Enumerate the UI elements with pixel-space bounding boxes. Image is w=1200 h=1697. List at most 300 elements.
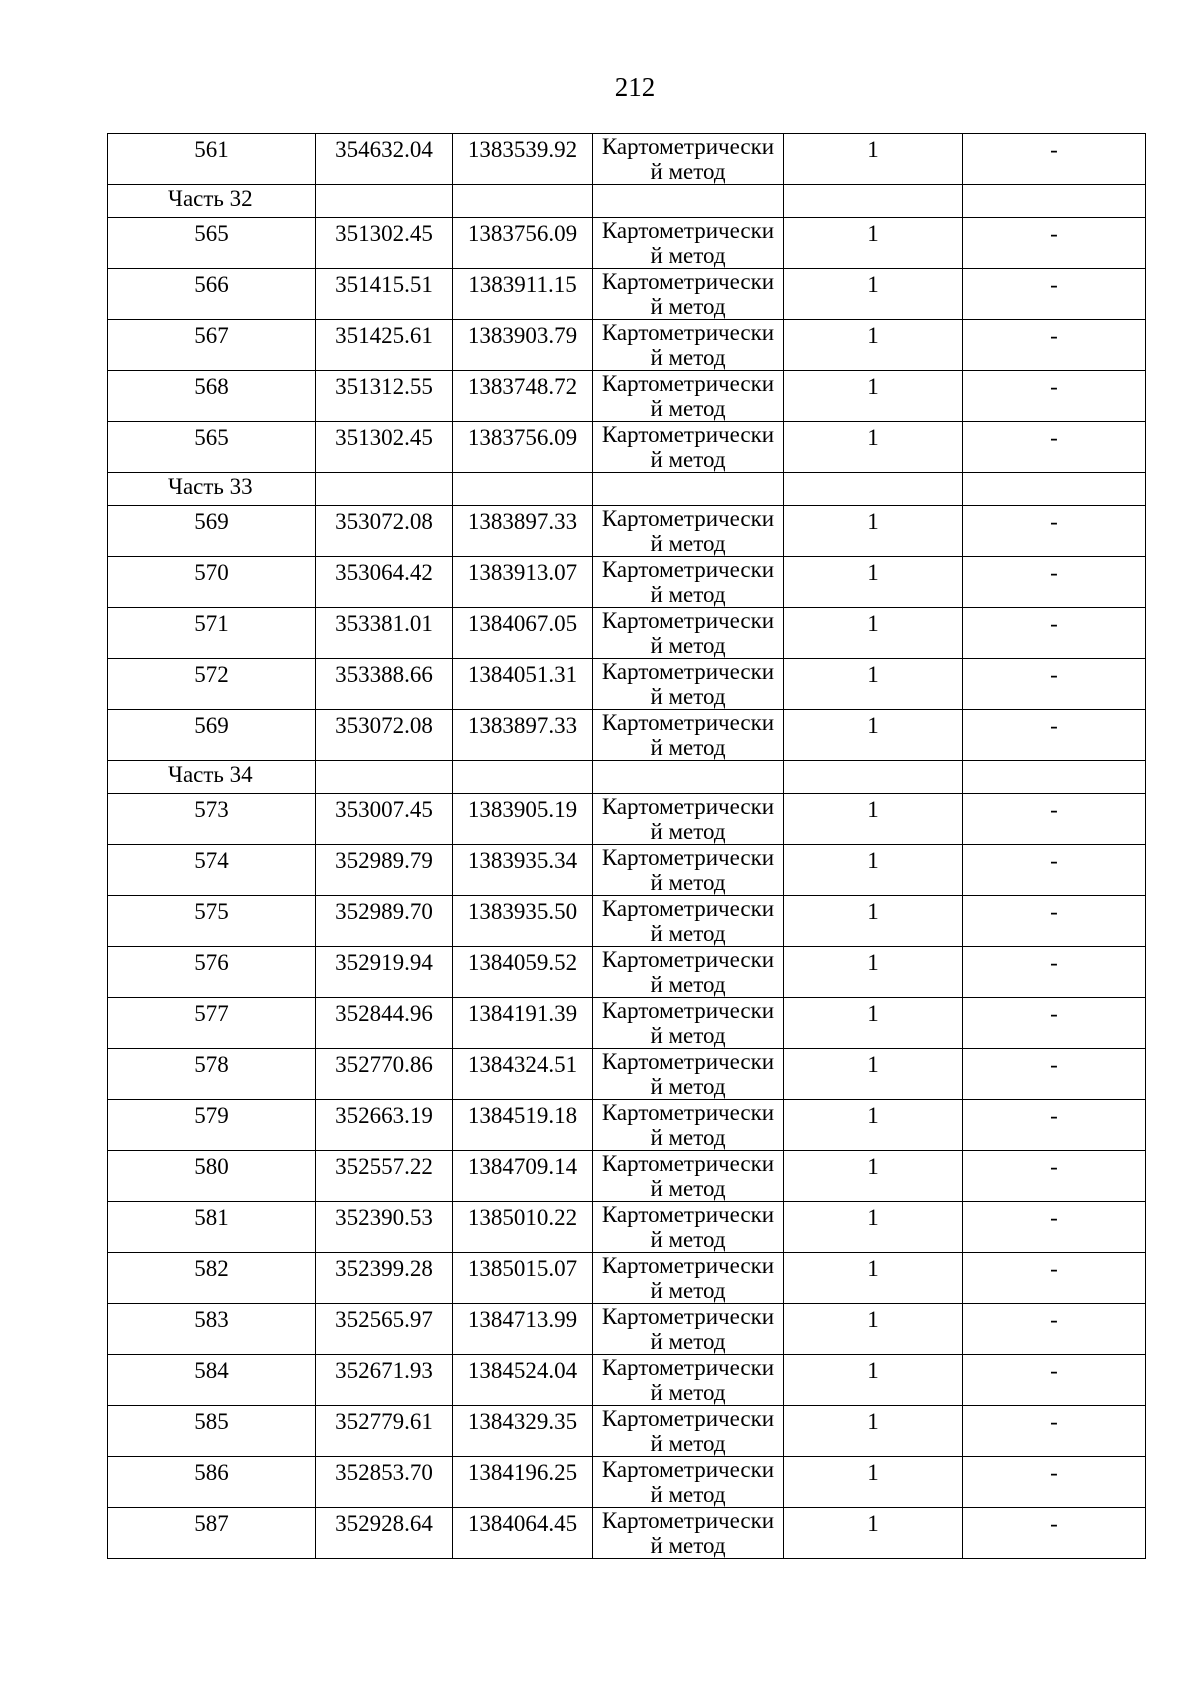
y-coordinate-cell xyxy=(453,947,593,998)
note-value: - xyxy=(1050,374,1058,399)
method-text-line: Картометрически xyxy=(601,218,775,243)
point-number-cell xyxy=(108,134,316,185)
empty-cell xyxy=(593,185,784,218)
note-value: - xyxy=(1050,1154,1058,1179)
y-coordinate-value: 1383935.34 xyxy=(467,848,578,873)
point-number-cell xyxy=(108,1202,316,1253)
accuracy-value: 1 xyxy=(867,1460,879,1485)
y-coordinate-value: 1384191.39 xyxy=(467,1001,578,1026)
note-value: - xyxy=(1050,221,1058,246)
point-number-cell xyxy=(108,218,316,269)
point-number-cell xyxy=(108,1406,316,1457)
point-number-cell xyxy=(108,794,316,845)
note-value: - xyxy=(1050,950,1058,975)
note-value: - xyxy=(1050,611,1058,636)
y-coordinate-value: 1383913.07 xyxy=(467,560,578,585)
accuracy-value: 1 xyxy=(867,950,879,975)
empty-cell xyxy=(963,185,1146,218)
x-coordinate-cell xyxy=(316,896,453,947)
point-number-value: 583 xyxy=(194,1307,229,1332)
x-coordinate-value: 352989.70 xyxy=(335,899,433,924)
accuracy-value: 1 xyxy=(867,1205,879,1230)
note-cell xyxy=(963,794,1146,845)
method-text-line: й метод xyxy=(650,972,726,997)
point-number-cell xyxy=(108,1457,316,1508)
accuracy-value: 1 xyxy=(867,221,879,246)
accuracy-value: 1 xyxy=(867,797,879,822)
table-row xyxy=(108,1304,1146,1355)
y-coordinate-value: 1383905.19 xyxy=(467,797,578,822)
x-coordinate-value: 352919.94 xyxy=(335,950,433,975)
empty-cell xyxy=(453,473,593,506)
point-number-value: 574 xyxy=(194,848,229,873)
y-coordinate-value: 1384524.04 xyxy=(467,1358,578,1383)
accuracy-value: 1 xyxy=(867,1307,879,1332)
method-text-line: Картометрически xyxy=(601,1049,775,1074)
y-coordinate-cell xyxy=(453,896,593,947)
point-number-cell xyxy=(108,608,316,659)
y-coordinate-cell xyxy=(453,1202,593,1253)
y-coordinate-value: 1384059.52 xyxy=(467,950,578,975)
note-value: - xyxy=(1050,1103,1058,1128)
method-text-line: й метод xyxy=(650,633,726,658)
note-value: - xyxy=(1050,560,1058,585)
y-coordinate-value: 1384324.51 xyxy=(467,1052,578,1077)
accuracy-value: 1 xyxy=(867,1154,879,1179)
method-text-line: й метод xyxy=(650,1125,726,1150)
point-number-cell xyxy=(108,1100,316,1151)
method-text-line: й метод xyxy=(650,921,726,946)
accuracy-value: 1 xyxy=(867,1358,879,1383)
accuracy-cell xyxy=(784,269,963,320)
accuracy-cell xyxy=(784,134,963,185)
point-number-value: 575 xyxy=(194,899,229,924)
y-coordinate-value: 1384067.05 xyxy=(467,611,578,636)
accuracy-cell xyxy=(784,1406,963,1457)
y-coordinate-value: 1384519.18 xyxy=(467,1103,578,1128)
x-coordinate-cell xyxy=(316,320,453,371)
x-coordinate-value: 352671.93 xyxy=(335,1358,433,1383)
point-number-value: 572 xyxy=(194,662,229,687)
empty-cell xyxy=(593,761,784,794)
point-number-value: 566 xyxy=(194,272,229,297)
y-coordinate-cell xyxy=(453,1151,593,1202)
method-cell xyxy=(593,557,784,608)
table-row xyxy=(108,659,1146,710)
note-value: - xyxy=(1050,137,1058,162)
x-coordinate-cell xyxy=(316,998,453,1049)
table-row xyxy=(108,947,1146,998)
method-text-line: й метод xyxy=(650,1380,726,1405)
accuracy-value: 1 xyxy=(867,560,879,585)
point-number-cell xyxy=(108,1508,316,1559)
note-cell xyxy=(963,1253,1146,1304)
method-cell xyxy=(593,1202,784,1253)
x-coordinate-value: 353064.42 xyxy=(335,560,433,585)
point-number-value: 569 xyxy=(194,713,229,738)
note-cell xyxy=(963,845,1146,896)
empty-cell xyxy=(963,473,1146,506)
accuracy-cell xyxy=(784,422,963,473)
method-text-line: й метод xyxy=(650,1278,726,1303)
point-number-cell xyxy=(108,896,316,947)
point-number-cell xyxy=(108,998,316,1049)
point-number-value: 568 xyxy=(194,374,229,399)
x-coordinate-cell xyxy=(316,608,453,659)
method-cell xyxy=(593,1406,784,1457)
y-coordinate-cell xyxy=(453,1457,593,1508)
y-coordinate-cell xyxy=(453,845,593,896)
x-coordinate-value: 353072.08 xyxy=(335,509,433,534)
y-coordinate-value: 1384051.31 xyxy=(467,662,578,687)
accuracy-value: 1 xyxy=(867,611,879,636)
y-coordinate-value: 1384196.25 xyxy=(467,1460,578,1485)
y-coordinate-cell xyxy=(453,1304,593,1355)
method-cell xyxy=(593,1151,784,1202)
method-text-line: Картометрически xyxy=(601,1151,775,1176)
table-row xyxy=(108,320,1146,371)
x-coordinate-value: 352779.61 xyxy=(335,1409,433,1434)
note-cell xyxy=(963,269,1146,320)
x-coordinate-value: 354632.04 xyxy=(335,137,433,162)
method-text-line: й метод xyxy=(650,735,726,760)
coordinates-table xyxy=(107,133,1146,1559)
x-coordinate-value: 352928.64 xyxy=(335,1511,433,1536)
point-number-value: 571 xyxy=(194,611,229,636)
x-coordinate-cell xyxy=(316,794,453,845)
table-row xyxy=(108,422,1146,473)
note-cell xyxy=(963,710,1146,761)
x-coordinate-cell xyxy=(316,269,453,320)
method-text-line: Картометрически xyxy=(601,506,775,531)
method-text-line: й метод xyxy=(650,1227,726,1252)
method-text-line: Картометрически xyxy=(601,710,775,735)
note-cell xyxy=(963,1049,1146,1100)
x-coordinate-value: 352557.22 xyxy=(335,1154,433,1179)
point-number-value: 581 xyxy=(194,1205,229,1230)
y-coordinate-cell xyxy=(453,218,593,269)
note-value: - xyxy=(1050,1307,1058,1332)
y-coordinate-cell xyxy=(453,557,593,608)
y-coordinate-value: 1383911.15 xyxy=(468,272,577,297)
x-coordinate-value: 351425.61 xyxy=(335,323,433,348)
accuracy-cell xyxy=(784,998,963,1049)
method-cell xyxy=(593,269,784,320)
method-text-line: Картометрически xyxy=(601,1100,775,1125)
note-value: - xyxy=(1050,662,1058,687)
accuracy-value: 1 xyxy=(867,137,879,162)
y-coordinate-cell xyxy=(453,1508,593,1559)
x-coordinate-cell xyxy=(316,134,453,185)
x-coordinate-value: 352663.19 xyxy=(335,1103,433,1128)
method-text-line: й метод xyxy=(650,396,726,421)
y-coordinate-value: 1383539.92 xyxy=(467,137,578,162)
part-label: Часть 33 xyxy=(108,473,316,506)
x-coordinate-value: 352390.53 xyxy=(335,1205,433,1230)
page-number: 212 xyxy=(614,72,656,102)
table-row xyxy=(108,608,1146,659)
y-coordinate-cell xyxy=(453,1406,593,1457)
y-coordinate-cell xyxy=(453,320,593,371)
table-row xyxy=(108,1253,1146,1304)
method-cell xyxy=(593,710,784,761)
method-text-line: й метод xyxy=(650,1329,726,1354)
method-text-line: й метод xyxy=(650,1431,726,1456)
point-number-value: 585 xyxy=(194,1409,229,1434)
note-cell xyxy=(963,422,1146,473)
x-coordinate-cell xyxy=(316,659,453,710)
accuracy-cell xyxy=(784,1304,963,1355)
note-cell xyxy=(963,1355,1146,1406)
point-number-value: 580 xyxy=(194,1154,229,1179)
x-coordinate-value: 351312.55 xyxy=(335,374,433,399)
x-coordinate-cell xyxy=(316,1355,453,1406)
method-text-line: Картометрически xyxy=(601,608,775,633)
point-number-cell xyxy=(108,320,316,371)
note-value: - xyxy=(1050,1256,1058,1281)
note-cell xyxy=(963,1202,1146,1253)
x-coordinate-cell xyxy=(316,1406,453,1457)
point-number-cell xyxy=(108,269,316,320)
x-coordinate-value: 352770.86 xyxy=(335,1052,433,1077)
method-cell xyxy=(593,1253,784,1304)
x-coordinate-value: 352844.96 xyxy=(335,1001,433,1026)
note-value: - xyxy=(1050,272,1058,297)
point-number-value: 578 xyxy=(194,1052,229,1077)
method-cell xyxy=(593,608,784,659)
note-cell xyxy=(963,1151,1146,1202)
y-coordinate-cell xyxy=(453,710,593,761)
table-row xyxy=(108,134,1146,185)
table-row xyxy=(108,710,1146,761)
point-number-cell xyxy=(108,1151,316,1202)
note-value: - xyxy=(1050,713,1058,738)
empty-cell xyxy=(453,185,593,218)
accuracy-value: 1 xyxy=(867,713,879,738)
y-coordinate-value: 1383903.79 xyxy=(467,323,578,348)
method-text-line: й метод xyxy=(650,294,726,319)
empty-cell xyxy=(316,761,453,794)
note-value: - xyxy=(1050,509,1058,534)
x-coordinate-value: 352989.79 xyxy=(335,848,433,873)
accuracy-value: 1 xyxy=(867,1001,879,1026)
x-coordinate-cell xyxy=(316,371,453,422)
note-cell xyxy=(963,659,1146,710)
accuracy-cell xyxy=(784,659,963,710)
method-text-line: Картометрически xyxy=(601,845,775,870)
note-cell xyxy=(963,1100,1146,1151)
method-text-line: Картометрически xyxy=(601,422,775,447)
table-row xyxy=(108,1355,1146,1406)
point-number-cell xyxy=(108,422,316,473)
x-coordinate-cell xyxy=(316,947,453,998)
method-text-line: й метод xyxy=(650,1176,726,1201)
y-coordinate-cell xyxy=(453,1253,593,1304)
method-cell xyxy=(593,1457,784,1508)
accuracy-cell xyxy=(784,845,963,896)
table-row xyxy=(108,1406,1146,1457)
method-text-line: й метод xyxy=(650,159,726,184)
accuracy-value: 1 xyxy=(867,848,879,873)
method-cell xyxy=(593,422,784,473)
accuracy-value: 1 xyxy=(867,1256,879,1281)
y-coordinate-value: 1384709.14 xyxy=(467,1154,578,1179)
note-cell xyxy=(963,371,1146,422)
note-cell xyxy=(963,1304,1146,1355)
x-coordinate-value: 352565.97 xyxy=(335,1307,433,1332)
accuracy-cell xyxy=(784,320,963,371)
point-number-value: 561 xyxy=(194,137,229,162)
method-cell xyxy=(593,845,784,896)
table-row xyxy=(108,1100,1146,1151)
y-coordinate-value: 1384329.35 xyxy=(467,1409,578,1434)
empty-cell xyxy=(784,185,963,218)
table-body xyxy=(108,134,1146,1559)
method-cell xyxy=(593,794,784,845)
table-row xyxy=(108,794,1146,845)
x-coordinate-cell xyxy=(316,1049,453,1100)
part-header-row xyxy=(108,473,1146,506)
table-row xyxy=(108,269,1146,320)
method-cell xyxy=(593,320,784,371)
note-cell xyxy=(963,1457,1146,1508)
y-coordinate-cell xyxy=(453,371,593,422)
accuracy-cell xyxy=(784,1508,963,1559)
method-cell xyxy=(593,1508,784,1559)
table-row xyxy=(108,506,1146,557)
accuracy-cell xyxy=(784,506,963,557)
note-cell xyxy=(963,608,1146,659)
method-cell xyxy=(593,371,784,422)
method-text-line: й метод xyxy=(650,1533,726,1558)
accuracy-cell xyxy=(784,608,963,659)
accuracy-cell xyxy=(784,371,963,422)
accuracy-cell xyxy=(784,896,963,947)
y-coordinate-value: 1383897.33 xyxy=(467,509,578,534)
method-text-line: Картометрически xyxy=(601,1355,775,1380)
point-number-value: 567 xyxy=(194,323,229,348)
y-coordinate-cell xyxy=(453,134,593,185)
point-number-cell xyxy=(108,845,316,896)
empty-cell xyxy=(316,473,453,506)
y-coordinate-value: 1385015.07 xyxy=(467,1256,578,1281)
note-cell xyxy=(963,998,1146,1049)
table-row xyxy=(108,1202,1146,1253)
point-number-value: 565 xyxy=(194,221,229,246)
y-coordinate-value: 1383756.09 xyxy=(467,221,578,246)
x-coordinate-cell xyxy=(316,557,453,608)
method-text-line: й метод xyxy=(650,1074,726,1099)
accuracy-cell xyxy=(784,1100,963,1151)
method-text-line: Картометрически xyxy=(601,1202,775,1227)
y-coordinate-cell xyxy=(453,506,593,557)
note-cell xyxy=(963,947,1146,998)
note-value: - xyxy=(1050,425,1058,450)
method-cell xyxy=(593,506,784,557)
method-text-line: Картометрически xyxy=(601,998,775,1023)
point-number-value: 573 xyxy=(194,797,229,822)
method-text-line: Картометрически xyxy=(601,659,775,684)
x-coordinate-value: 351415.51 xyxy=(335,272,433,297)
x-coordinate-cell xyxy=(316,1202,453,1253)
method-text-line: Картометрически xyxy=(601,134,775,159)
point-number-cell xyxy=(108,506,316,557)
method-text-line: й метод xyxy=(650,1482,726,1507)
point-number-value: 586 xyxy=(194,1460,229,1485)
point-number-cell xyxy=(108,947,316,998)
y-coordinate-cell xyxy=(453,422,593,473)
method-text-line: Картометрически xyxy=(601,557,775,582)
method-text-line: Картометрически xyxy=(601,371,775,396)
method-text-line: Картометрически xyxy=(601,1304,775,1329)
note-value: - xyxy=(1050,797,1058,822)
table-row xyxy=(108,845,1146,896)
point-number-value: 577 xyxy=(194,1001,229,1026)
x-coordinate-cell xyxy=(316,506,453,557)
note-value: - xyxy=(1050,1052,1058,1077)
point-number-value: 569 xyxy=(194,509,229,534)
y-coordinate-cell xyxy=(453,608,593,659)
note-value: - xyxy=(1050,848,1058,873)
x-coordinate-value: 352399.28 xyxy=(335,1256,433,1281)
accuracy-value: 1 xyxy=(867,662,879,687)
method-text-line: й метод xyxy=(650,819,726,844)
note-cell xyxy=(963,506,1146,557)
x-coordinate-value: 352853.70 xyxy=(335,1460,433,1485)
note-cell xyxy=(963,557,1146,608)
accuracy-cell xyxy=(784,1151,963,1202)
accuracy-value: 1 xyxy=(867,374,879,399)
method-cell xyxy=(593,659,784,710)
point-number-cell xyxy=(108,1304,316,1355)
x-coordinate-cell xyxy=(316,710,453,761)
accuracy-cell xyxy=(784,1202,963,1253)
note-value: - xyxy=(1050,1409,1058,1434)
note-cell xyxy=(963,320,1146,371)
x-coordinate-value: 353072.08 xyxy=(335,713,433,738)
method-cell xyxy=(593,218,784,269)
x-coordinate-cell xyxy=(316,1253,453,1304)
empty-cell xyxy=(593,473,784,506)
note-cell xyxy=(963,1406,1146,1457)
y-coordinate-value: 1383756.09 xyxy=(467,425,578,450)
empty-cell xyxy=(784,761,963,794)
y-coordinate-cell xyxy=(453,269,593,320)
accuracy-cell xyxy=(784,1049,963,1100)
x-coordinate-cell xyxy=(316,218,453,269)
x-coordinate-cell xyxy=(316,845,453,896)
x-coordinate-cell xyxy=(316,1304,453,1355)
table-row xyxy=(108,371,1146,422)
part-label: Часть 34 xyxy=(108,761,316,794)
method-cell xyxy=(593,947,784,998)
note-cell xyxy=(963,896,1146,947)
y-coordinate-value: 1383897.33 xyxy=(467,713,578,738)
x-coordinate-value: 351302.45 xyxy=(335,425,433,450)
accuracy-cell xyxy=(784,947,963,998)
y-coordinate-cell xyxy=(453,1355,593,1406)
y-coordinate-cell xyxy=(453,998,593,1049)
x-coordinate-cell xyxy=(316,1457,453,1508)
point-number-cell xyxy=(108,1253,316,1304)
method-cell xyxy=(593,998,784,1049)
point-number-value: 587 xyxy=(194,1511,229,1536)
table-row xyxy=(108,218,1146,269)
table-row xyxy=(108,896,1146,947)
method-text-line: й метод xyxy=(650,1023,726,1048)
method-cell xyxy=(593,1100,784,1151)
table-row xyxy=(108,1151,1146,1202)
